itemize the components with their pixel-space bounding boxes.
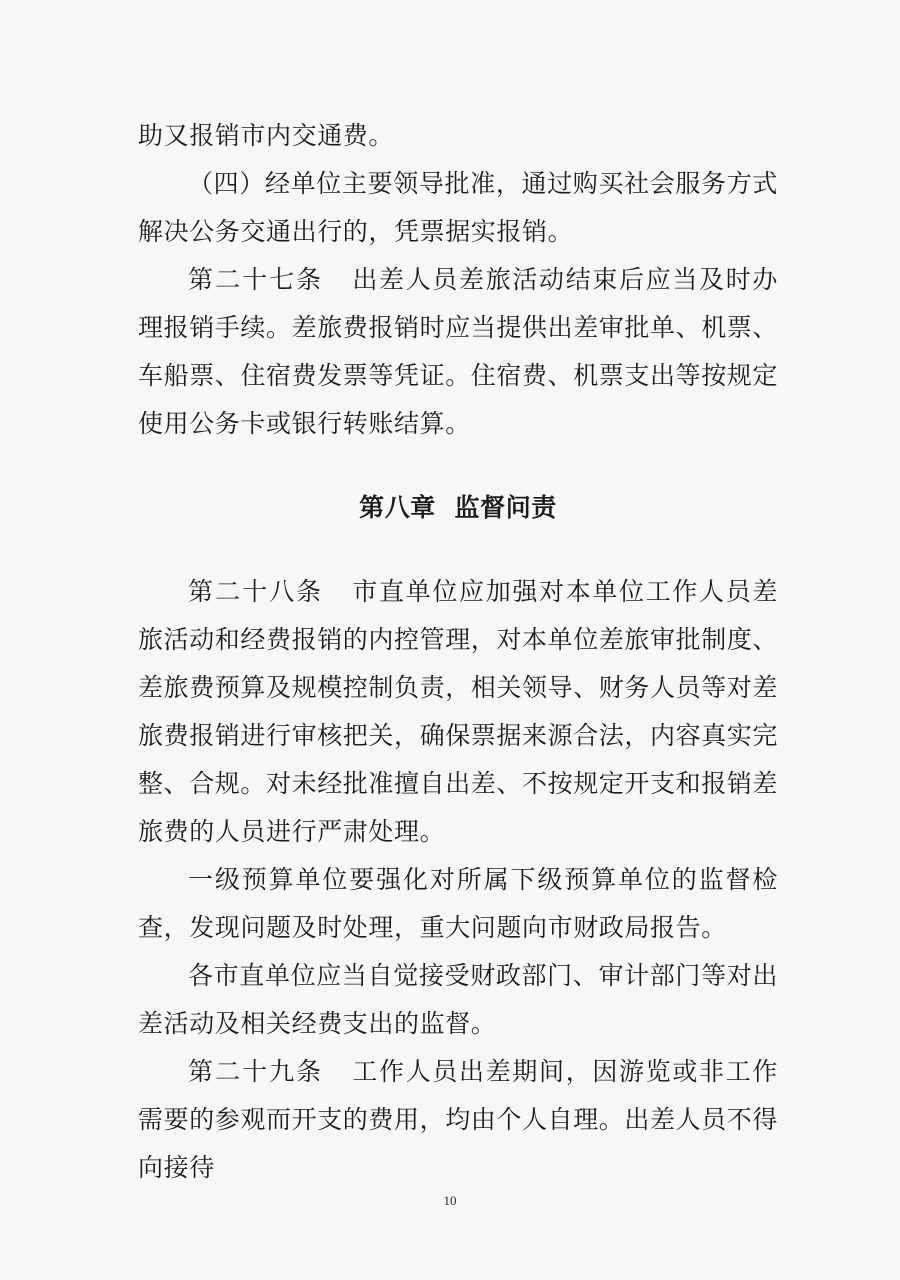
article-29-text: 工作人员出差期间，因游览或非工作需要的参观而开支的费用，均由个人自理。出差人员不得向接待 — [138, 1057, 779, 1182]
document-body — [138, 112, 778, 1192]
article-27-text: 出差人员差旅活动结束后应当及时办理报销手续。差旅费报销时应当提供出差审批单、机票、车船票、住宿费发票等凭证。住宿费、机票支出等按规定使用公务卡或银行转账结算。 — [138, 265, 779, 438]
article-27-number: 第二十七条 — [188, 265, 324, 294]
page-number: 10 — [443, 1193, 457, 1208]
article-29 — [138, 1048, 778, 1192]
article-28-number: 第二十八条 — [188, 577, 324, 606]
article-27 — [138, 256, 778, 448]
paragraph-item-four: （四）经单位主要领导批准，通过购买社会服务方式解决公务交通出行的，凭票据实报销。 — [138, 169, 778, 246]
chapter-heading: 第八章 监督问责 — [359, 493, 557, 522]
article-28 — [138, 568, 778, 856]
paragraph-continuation: 助又报销市内交通费。 — [138, 121, 395, 150]
article-29-number: 第二十九条 — [188, 1057, 324, 1086]
article-28-text: 市直单位应加强对本单位工作人员差旅活动和经费报销的内控管理，对本单位差旅审批制度、差旅费预算及规模控制负责，相关领导、财务人员等对差旅费报销进行审核把关，确保票据来源合法，内容真实完整、合规。对未经批准擅自出差、不按规定开支和报销差旅费的人员进行严肃处理。 — [138, 577, 779, 846]
paragraph-28-3: 各市直单位应当自觉接受财政部门、审计部门等对出差活动及相关经费支出的监督。 — [138, 961, 778, 1038]
paragraph-28-2: 一级预算单位要强化对所属下级预算单位的监督检查，发现问题及时处理，重大问题向市财政局报告。 — [138, 865, 778, 942]
